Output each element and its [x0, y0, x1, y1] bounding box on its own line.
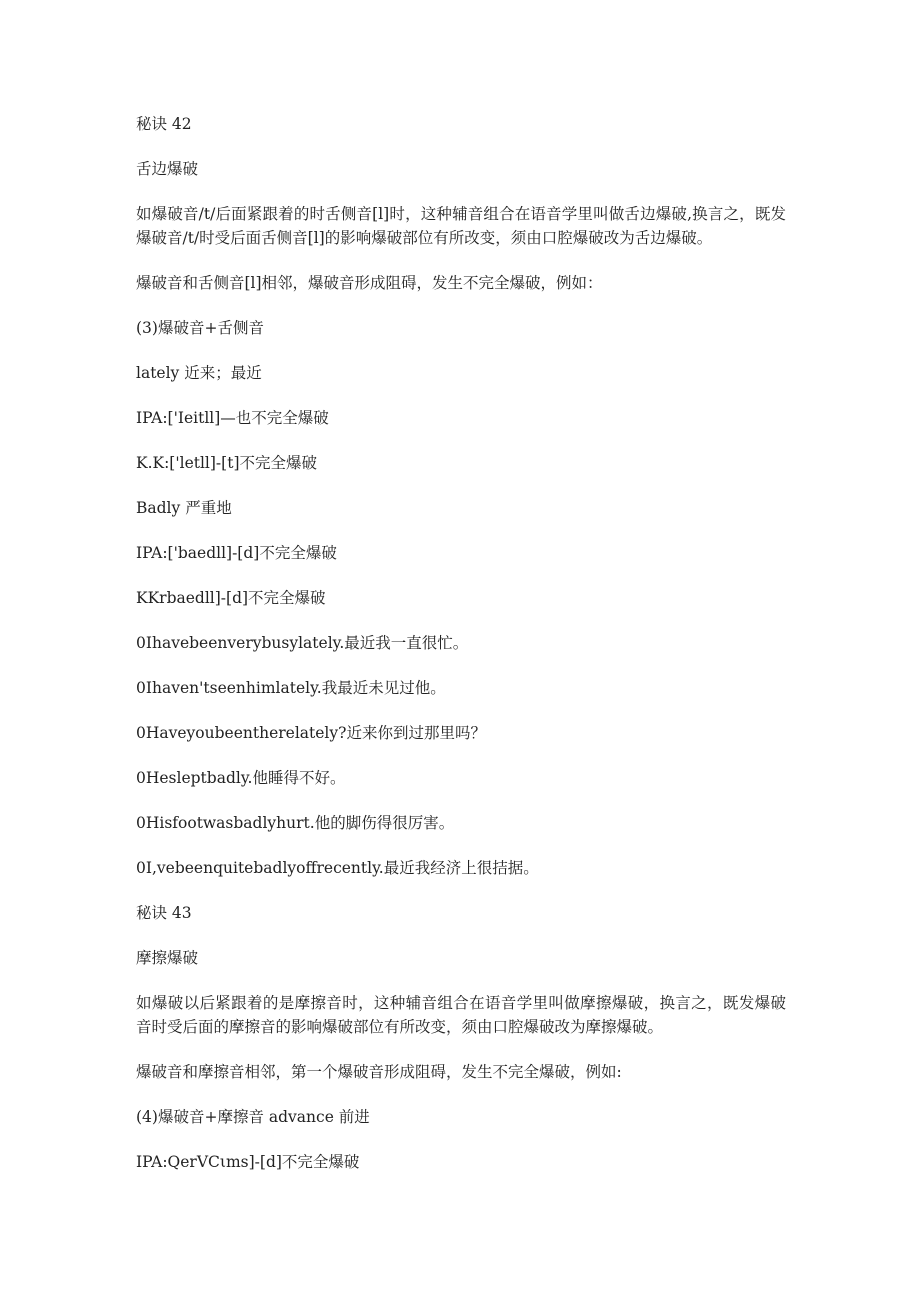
paragraph-lateral-definition: 如爆破音/t/后面紧跟着的时舌侧音[l]时，这种辅音组合在语音学里叫做舌边爆破,换言之，既发爆破音/t/时受后面舌侧音[l]的影响爆破部位有所改变，须由口腔爆破改为舌边爆破。 — [136, 205, 786, 247]
example-sentence: 0Haveyoubeentherelately?近来你到过那里吗？ — [136, 724, 486, 742]
example-sentence: 0Hisfootwasbadlyhurt.他的脚伤得很厉害。 — [136, 814, 455, 832]
text-line: (4)爆破音+摩擦音 advance 前进 — [136, 1108, 370, 1126]
section-heading-42: 秘诀 42 — [136, 115, 192, 133]
section-title-fricative-plosion: 摩擦爆破 — [136, 949, 199, 967]
text-line: IPA:QerVCιms]-[d]不完全爆破 — [136, 1153, 360, 1171]
text-line: 爆破音和舌侧音[l]相邻，爆破音形成阻碍，发生不完全爆破，例如： — [136, 274, 603, 292]
example-sentence: 0Ihaven'tseenhimlately.我最近未见过他。 — [136, 679, 446, 697]
text-line: Badly 严重地 — [136, 499, 232, 517]
paragraph-fricative-definition: 如爆破以后紧跟着的是摩擦音时，这种辅音组合在语音学里叫做摩擦爆破，换言之，既发爆破音时受后面的摩擦音的影响爆破部位有所改变，须由口腔爆破改为摩擦爆破。 — [136, 994, 786, 1036]
text-line: IPA:['baedll]-[d]不完全爆破 — [136, 544, 337, 562]
section-title-lateral-plosion: 舌边爆破 — [136, 160, 199, 178]
text-line: (3)爆破音+舌侧音 — [136, 319, 264, 337]
text-line: 爆破音和摩擦音相邻，第一个爆破音形成阻碍，发生不完全爆破，例如: — [136, 1063, 622, 1081]
example-sentence: 0I,vebeenquitebadlyoffrecently.最近我经济上很拮据。 — [136, 859, 539, 877]
text-line: K.K:['letll]-[t]不完全爆破 — [136, 454, 317, 472]
text-line: IPA:['Ieitll]—也不完全爆破 — [136, 409, 329, 427]
document-body — [136, 112, 786, 1195]
text-line: lately 近来；最近 — [136, 364, 262, 382]
example-sentence: 0Hesleptbadly.他睡得不好。 — [136, 769, 346, 787]
example-sentence: 0Ihavebeenverybusylately.最近我一直很忙。 — [136, 634, 469, 652]
section-heading-43: 秘诀 43 — [136, 904, 192, 922]
text-line: KKrbaedll]-[d]不完全爆破 — [136, 589, 326, 607]
